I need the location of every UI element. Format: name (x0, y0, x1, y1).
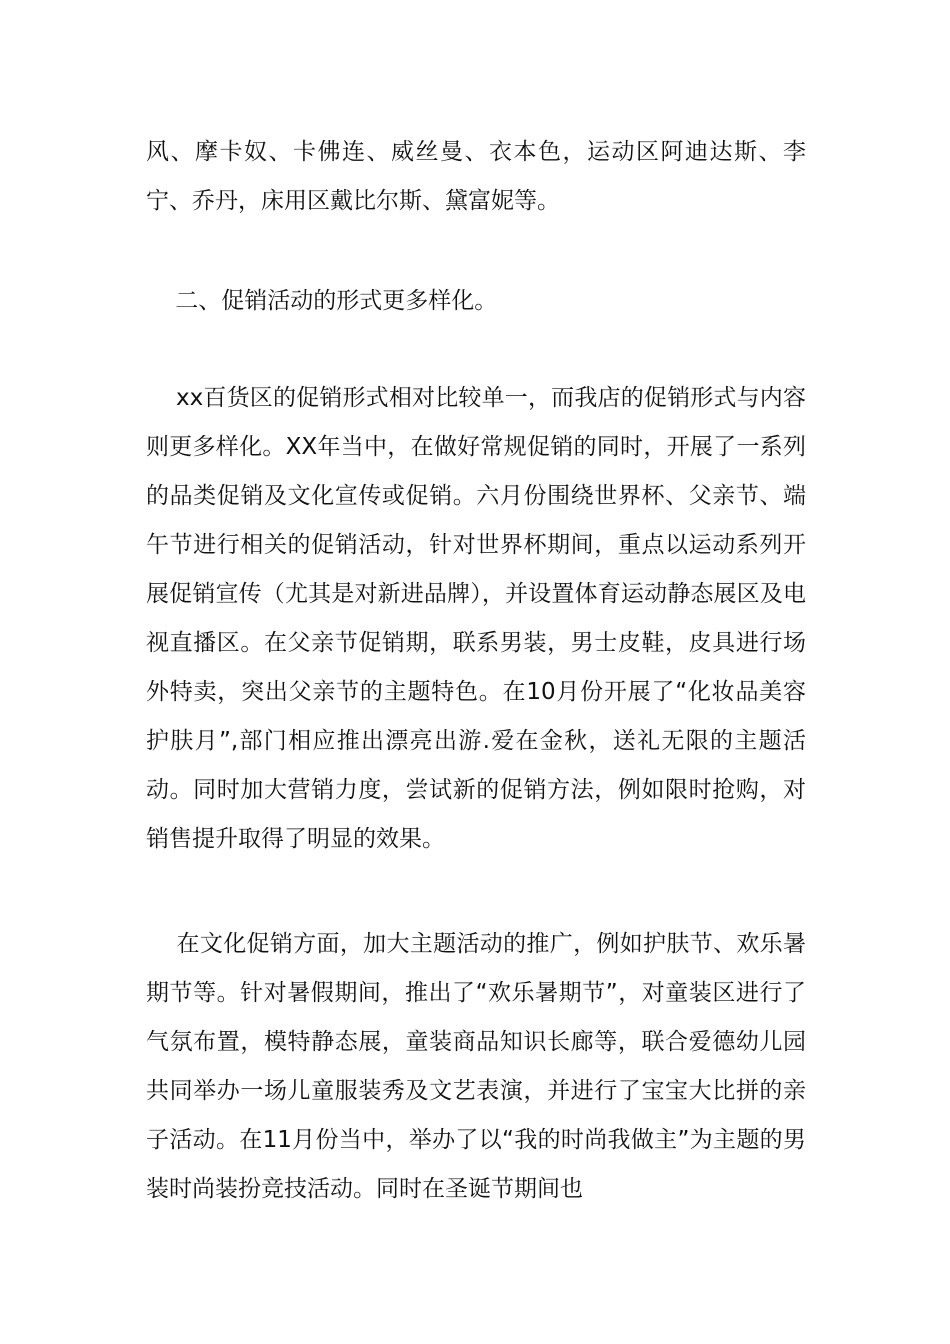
paragraph-cultural-promotion: 在文化促销方面，加大主题活动的推广，例如护肤节、欢乐暑期节等。针对暑假期间，推出了“欢乐暑期节”，对童装区进行了气氛布置，模特静态展，童装商品知识长廊等，联合爱德幼儿园共同举办一场儿童服装秀及文艺表演，并进行了宝宝大比拼的亲子活动。在11月份当中，举办了以“我的时尚我做主”为主题的男装时尚装扮竞技活动。同时在圣诞节期间也 (146, 931, 806, 1202)
paragraph-promotion-activities: xx百货区的促销形式相对比较单一，而我店的促销形式与内容则更多样化。XX年当中，在做好常规促销的同时，开展了一系列的品类促销及文化宣传或促销。六月份围绕世界杯、父亲节、端午节进行相关的促销活动，针对世界杯期间，重点以运动系列开展促销宣传（尤其是对新进品牌），并设置体育运动静态展区及电视直播区。在父亲节促销期，联系男装，男士皮鞋，皮具进行场外特卖，突出父亲节的主题特色。在10月份开展了“化妆品美容护肤月”,部门相应推出漂亮出游.爱在金秋，送礼无限的主题活动。同时加大营销力度，尝试新的促销方法，例如限时抢购，对销售提升取得了明显的效果。 (146, 385, 806, 852)
section-heading-promotion-forms: 二、促销活动的形式更多样化。 (146, 288, 498, 314)
paragraph-brand-list: 风、摩卡奴、卡佛连、威丝曼、衣本色，运动区阿迪达斯、李宁、乔丹，床用区戴比尔斯、黛富妮等。 (146, 139, 806, 214)
